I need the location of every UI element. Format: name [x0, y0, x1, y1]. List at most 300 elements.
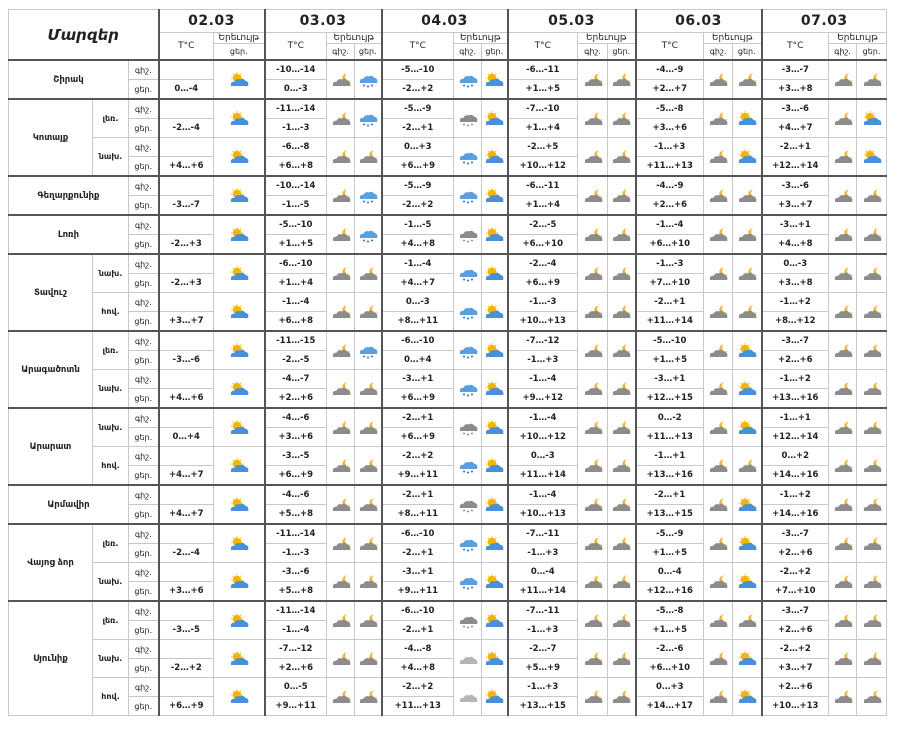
cloud-moon-icon: [327, 60, 355, 99]
temperature-range: [159, 99, 214, 119]
night-col-header: գիշ.: [327, 44, 355, 61]
temperature-range: +1…+4: [508, 119, 578, 138]
sun-cloud-icon: [214, 563, 265, 602]
temperature-range: [159, 254, 214, 274]
table-row: [9, 601, 887, 621]
temperature-range: [159, 370, 214, 389]
cloud-moon-icon: [829, 254, 857, 293]
table-row: [9, 215, 887, 235]
region-name: Տավուշ: [9, 254, 93, 331]
cloud-moon-icon: [608, 678, 636, 716]
cloud-moon-icon: [327, 601, 355, 640]
table-row: [9, 138, 887, 157]
temperature-range: -3…-7: [762, 331, 829, 351]
temperature-range: -3…-5: [159, 621, 214, 640]
sun-cloud-icon: [482, 254, 508, 293]
temperature-range: -3…-7: [762, 524, 829, 544]
temperature-range: +10…+12: [508, 428, 578, 447]
temperature-range: -1…-5: [382, 215, 454, 235]
temperature-range: [159, 331, 214, 351]
time-of-day: ցեր.: [129, 697, 159, 716]
cloud-moon-icon: [857, 215, 887, 254]
sun-cloud-icon: [482, 678, 508, 716]
temperature-range: +2…+6: [762, 351, 829, 370]
temperature-range: +6…+9: [382, 428, 454, 447]
cloud-moon-icon: [829, 408, 857, 447]
temperature-range: -2…-4: [508, 254, 578, 274]
temperature-range: 0…-3: [508, 447, 578, 466]
cloud-moon-icon: [829, 485, 857, 524]
time-of-day: ցեր.: [129, 351, 159, 370]
temperature-range: -7…-12: [265, 640, 327, 659]
time-of-day: ցեր.: [129, 389, 159, 409]
temperature-range: -2…+1: [382, 119, 454, 138]
rain-cloud-icon: [454, 485, 482, 524]
temperature-range: -2…+5: [508, 138, 578, 157]
temperature-range: -3…+1: [382, 370, 454, 389]
cloud-moon-icon: [355, 563, 382, 602]
sun-cloud-icon: [733, 563, 762, 602]
cloud-moon-icon: [578, 485, 608, 524]
temperature-range: -6…-11: [508, 60, 578, 80]
temperature-range: +1…+4: [265, 274, 327, 293]
temperature-range: -3…-5: [265, 447, 327, 466]
snow-cloud-icon: [454, 176, 482, 215]
temperature-range: 0…+4: [159, 428, 214, 447]
sun-cloud-icon: [214, 408, 265, 447]
cloud-moon-icon: [829, 293, 857, 332]
cloud-moon-icon: [608, 485, 636, 524]
temperature-range: +6…+8: [265, 157, 327, 177]
cloud-moon-icon: [355, 640, 382, 678]
temperature-range: -2…+1: [762, 138, 829, 157]
temperature-range: +12…+15: [636, 389, 704, 409]
temperature-range: +9…+11: [265, 697, 327, 716]
temperature-range: -7…-10: [508, 99, 578, 119]
temperature-range: +6…+9: [382, 389, 454, 409]
cloud-moon-icon: [704, 408, 733, 447]
night-col-header: գիշ.: [704, 44, 733, 61]
cloud-moon-icon: [829, 601, 857, 640]
cloud-moon-icon: [704, 524, 733, 563]
cloud-moon-icon: [608, 640, 636, 678]
time-of-day: ցեր.: [129, 466, 159, 486]
temperature-range: +4…+8: [382, 235, 454, 255]
temperature-range: +5…+9: [508, 659, 578, 678]
table-row: [9, 99, 887, 119]
sun-cloud-icon: [214, 60, 265, 99]
cloud-moon-icon: [608, 524, 636, 563]
snow-cloud-icon: [454, 60, 482, 99]
cloud-moon-icon: [733, 601, 762, 640]
cloud-moon-icon: [733, 293, 762, 332]
temperature-range: +12…+14: [762, 428, 829, 447]
table-row: [9, 370, 887, 389]
sun-cloud-icon: [482, 408, 508, 447]
temperature-range: +13…+15: [508, 697, 578, 716]
time-of-day: գիշ.: [129, 563, 159, 582]
temperature-range: 0…+2: [762, 447, 829, 466]
cloud-moon-icon: [704, 485, 733, 524]
temperature-range: +4…+7: [382, 274, 454, 293]
night-col-header: գիշ.: [578, 44, 608, 61]
time-of-day: գիշ.: [129, 293, 159, 312]
time-of-day: ցեր.: [129, 312, 159, 332]
temperature-range: 0…-3: [265, 80, 327, 100]
sun-cloud-icon: [214, 331, 265, 370]
cloud-moon-icon: [578, 370, 608, 409]
cloud-moon-icon: [733, 254, 762, 293]
temperature-range: -5…-8: [636, 601, 704, 621]
cloud-moon-icon: [578, 99, 608, 138]
temperature-range: -1…+3: [636, 138, 704, 157]
temperature-range: +1…+5: [265, 235, 327, 255]
phenomena-col-header: Երեւույթ: [214, 33, 265, 44]
cloud-moon-icon: [857, 176, 887, 215]
date-header: 05.03: [508, 10, 636, 33]
temperature-range: [159, 601, 214, 621]
snow-cloud-icon: [454, 293, 482, 332]
temperature-range: -1…-3: [508, 293, 578, 312]
temperature-range: -7…-12: [508, 331, 578, 351]
cloud-moon-icon: [608, 331, 636, 370]
sun-cloud-icon: [214, 99, 265, 138]
temperature-range: [159, 485, 214, 505]
cloud-moon-icon: [704, 60, 733, 99]
temperature-range: -1…-4: [508, 408, 578, 428]
temperature-range: +9…+12: [508, 389, 578, 409]
temperature-range: -2…-4: [159, 119, 214, 138]
sun-cloud-icon: [482, 485, 508, 524]
temperature-range: -2…-5: [508, 215, 578, 235]
cloud-moon-icon: [327, 563, 355, 602]
cloud-moon-icon: [355, 408, 382, 447]
table-row: [9, 485, 887, 505]
temperature-range: +14…+16: [762, 466, 829, 486]
cloud-moon-icon: [704, 176, 733, 215]
time-of-day: գիշ.: [129, 254, 159, 274]
temperature-range: [159, 524, 214, 544]
temperature-range: [159, 408, 214, 428]
temperature-range: -2…+2: [762, 563, 829, 582]
temperature-range: +1…+4: [508, 196, 578, 216]
snow-cloud-icon: [454, 563, 482, 602]
temperature-range: -5…-10: [636, 331, 704, 351]
sun-cloud-icon: [214, 447, 265, 486]
temperature-range: +10…+13: [762, 697, 829, 716]
cloud-moon-icon: [578, 138, 608, 177]
sun-cloud-icon: [733, 138, 762, 177]
day-col-header: ցեր.: [482, 44, 508, 61]
cloud-moon-icon: [857, 640, 887, 678]
cloud-moon-icon: [608, 254, 636, 293]
temperature-range: -6…-8: [265, 138, 327, 157]
temperature-range: -2…+1: [382, 485, 454, 505]
cloud-moon-icon: [608, 601, 636, 640]
temperature-range: +9…+11: [382, 466, 454, 486]
table-row: [9, 176, 887, 196]
temperature-range: -2…+2: [159, 659, 214, 678]
temperature-range: +13…+15: [636, 505, 704, 525]
sun-cloud-icon: [733, 485, 762, 524]
cloud-moon-icon: [857, 524, 887, 563]
snow-cloud-icon: [355, 60, 382, 99]
day-col-header: ցեր.: [733, 44, 762, 61]
time-of-day: ցեր.: [129, 235, 159, 255]
cloud-moon-icon: [857, 447, 887, 486]
sun-cloud-icon: [482, 331, 508, 370]
table-row: [9, 254, 887, 274]
sun-cloud-icon: [482, 215, 508, 254]
cloud-moon-icon: [355, 524, 382, 563]
temperature-range: 0…-4: [508, 563, 578, 582]
table-title: Մարզեր: [9, 10, 159, 61]
temperature-range: -2…+2: [762, 640, 829, 659]
region-name: Սյունիք: [9, 601, 93, 716]
cloud-moon-icon: [327, 524, 355, 563]
temperature-range: [159, 60, 214, 80]
sun-cloud-icon: [482, 563, 508, 602]
temperature-range: +3…+6: [636, 119, 704, 138]
cloud-moon-icon: [857, 678, 887, 716]
zone-name: նախ.: [93, 408, 129, 447]
cloud-moon-icon: [327, 99, 355, 138]
temperature-range: +6…+10: [636, 659, 704, 678]
temperature-range: -7…-11: [508, 601, 578, 621]
temperature-range: [159, 447, 214, 466]
cloud-icon: [454, 678, 482, 716]
cloud-moon-icon: [608, 99, 636, 138]
cloud-moon-icon: [704, 138, 733, 177]
temperature-range: -3…+1: [636, 370, 704, 389]
time-of-day: ցեր.: [129, 544, 159, 563]
temperature-range: +1…+5: [636, 351, 704, 370]
date-header: 04.03: [382, 10, 508, 33]
zone-name: նախ.: [93, 370, 129, 409]
temperature-range: [159, 293, 214, 312]
cloud-moon-icon: [608, 60, 636, 99]
cloud-moon-icon: [355, 485, 382, 524]
cloud-moon-icon: [578, 331, 608, 370]
temperature-range: -10…-14: [265, 60, 327, 80]
cloud-moon-icon: [829, 524, 857, 563]
sun-cloud-icon: [733, 640, 762, 678]
cloud-moon-icon: [327, 293, 355, 332]
temperature-range: -2…+1: [382, 408, 454, 428]
sun-cloud-icon: [482, 138, 508, 177]
snow-cloud-icon: [454, 370, 482, 409]
cloud-moon-icon: [608, 215, 636, 254]
temperature-range: -1…+2: [762, 293, 829, 312]
temperature-range: +13…+16: [762, 389, 829, 409]
zone-name: հով.: [93, 447, 129, 486]
sun-cloud-icon: [214, 176, 265, 215]
temperature-range: -2…+1: [382, 544, 454, 563]
temperature-range: +9…+11: [382, 582, 454, 602]
cloud-moon-icon: [578, 447, 608, 486]
temperature-range: -2…-7: [508, 640, 578, 659]
temperature-range: +6…+8: [265, 312, 327, 332]
table-row: [9, 331, 887, 351]
temperature-range: +7…+10: [636, 274, 704, 293]
region-name: Լոռի: [9, 215, 129, 254]
day-col-header: ցեր.: [355, 44, 382, 61]
temperature-range: +12…+16: [636, 582, 704, 602]
temperature-range: -2…+3: [159, 274, 214, 293]
cloud-moon-icon: [578, 60, 608, 99]
cloud-moon-icon: [704, 293, 733, 332]
temperature-range: +6…+9: [159, 697, 214, 716]
date-header: 06.03: [636, 10, 762, 33]
cloud-moon-icon: [578, 215, 608, 254]
table-row: [9, 524, 887, 544]
sun-cloud-icon: [214, 254, 265, 293]
temperature-range: -1…-5: [265, 196, 327, 216]
sun-cloud-icon: [214, 485, 265, 524]
temperature-range: +4…+7: [159, 505, 214, 525]
temperature-range: -5…-8: [636, 99, 704, 119]
phenomena-col-header: Երեւույթ: [578, 33, 636, 44]
sun-cloud-icon: [482, 370, 508, 409]
temperature-range: -11…-14: [265, 601, 327, 621]
time-of-day: գիշ.: [129, 138, 159, 157]
phenomena-col-header: Երեւույթ: [704, 33, 762, 44]
temperature-range: -6…-11: [508, 176, 578, 196]
cloud-moon-icon: [355, 601, 382, 640]
sun-cloud-icon: [214, 293, 265, 332]
temperature-range: +1…+5: [636, 544, 704, 563]
table-row: [9, 408, 887, 428]
time-of-day: գիշ.: [129, 447, 159, 466]
sun-cloud-icon: [733, 99, 762, 138]
temperature-range: 0…-5: [265, 678, 327, 697]
temperature-range: -4…-9: [636, 60, 704, 80]
temperature-range: -4…-6: [265, 485, 327, 505]
cloud-moon-icon: [857, 293, 887, 332]
sun-cloud-icon: [482, 60, 508, 99]
temperature-range: -11…-15: [265, 331, 327, 351]
temperature-range: +6…+9: [382, 157, 454, 177]
temperature-range: -10…-14: [265, 176, 327, 196]
sun-cloud-icon: [482, 640, 508, 678]
cloud-moon-icon: [327, 138, 355, 177]
time-of-day: գիշ.: [129, 524, 159, 544]
cloud-moon-icon: [578, 640, 608, 678]
time-of-day: գիշ.: [129, 176, 159, 196]
snow-cloud-icon: [454, 138, 482, 177]
cloud-moon-icon: [829, 563, 857, 602]
cloud-moon-icon: [857, 370, 887, 409]
temperature-range: -4…-8: [382, 640, 454, 659]
temperature-range: +2…+6: [762, 678, 829, 697]
temperature-range: +3…+7: [762, 659, 829, 678]
temperature-range: +14…+17: [636, 697, 704, 716]
temperature-range: -4…-7: [265, 370, 327, 389]
cloud-moon-icon: [355, 138, 382, 177]
temperature-range: -2…+2: [382, 80, 454, 100]
zone-name: նախ.: [93, 563, 129, 602]
temperature-range: +2…+7: [636, 80, 704, 100]
temperature-range: +11…+13: [636, 428, 704, 447]
temperature-range: +4…+8: [762, 235, 829, 255]
time-of-day: ցեր.: [129, 505, 159, 525]
cloud-moon-icon: [327, 370, 355, 409]
temperature-range: -5…-9: [382, 99, 454, 119]
cloud-moon-icon: [355, 370, 382, 409]
cloud-moon-icon: [733, 215, 762, 254]
cloud-moon-icon: [327, 640, 355, 678]
cloud-moon-icon: [704, 640, 733, 678]
temperature-range: +13…+16: [636, 466, 704, 486]
temperature-range: -1…-3: [636, 254, 704, 274]
table-row: [9, 60, 887, 80]
time-of-day: ցեր.: [129, 582, 159, 602]
temp-col-header: T°C: [508, 33, 578, 61]
cloud-moon-icon: [829, 331, 857, 370]
date-header: 03.03: [265, 10, 382, 33]
phenomena-col-header: Երեւույթ: [829, 33, 887, 44]
cloud-moon-icon: [578, 601, 608, 640]
temperature-range: -2…+2: [382, 678, 454, 697]
temperature-range: -2…+1: [636, 293, 704, 312]
sun-cloud-icon: [214, 640, 265, 678]
cloud-moon-icon: [327, 176, 355, 215]
temp-col-header: T°C: [636, 33, 704, 61]
temperature-range: -2…-6: [636, 640, 704, 659]
rain-cloud-icon: [454, 99, 482, 138]
temperature-range: +6…+9: [508, 274, 578, 293]
temperature-range: -1…+2: [762, 485, 829, 505]
cloud-moon-icon: [829, 99, 857, 138]
time-of-day: գիշ.: [129, 408, 159, 428]
cloud-moon-icon: [704, 563, 733, 602]
temperature-range: -3…-7: [159, 196, 214, 216]
temperature-range: +3…+6: [265, 428, 327, 447]
night-col-header: գիշ.: [454, 44, 482, 61]
cloud-moon-icon: [578, 293, 608, 332]
temperature-range: +4…+7: [762, 119, 829, 138]
sun-cloud-icon: [733, 331, 762, 370]
temperature-range: +5…+8: [265, 505, 327, 525]
temperature-range: -2…-4: [159, 544, 214, 563]
sun-cloud-icon: [214, 370, 265, 409]
temperature-range: -1…-3: [265, 119, 327, 138]
rain-cloud-icon: [454, 408, 482, 447]
time-of-day: ցեր.: [129, 659, 159, 678]
temperature-range: 0…-3: [762, 254, 829, 274]
temperature-range: +3…+6: [159, 582, 214, 602]
temperature-range: -6…-10: [265, 254, 327, 274]
temp-col-header: T°C: [762, 33, 829, 61]
sun-cloud-icon: [482, 524, 508, 563]
cloud-moon-icon: [829, 138, 857, 177]
time-of-day: ցեր.: [129, 621, 159, 640]
cloud-moon-icon: [857, 563, 887, 602]
snow-cloud-icon: [355, 99, 382, 138]
temperature-range: -3…-7: [762, 601, 829, 621]
cloud-moon-icon: [857, 485, 887, 524]
table-row: [9, 678, 887, 697]
sun-cloud-icon: [733, 524, 762, 563]
region-name: Վայոց ձոր: [9, 524, 93, 601]
snow-cloud-icon: [454, 331, 482, 370]
sun-cloud-icon: [857, 99, 887, 138]
cloud-moon-icon: [608, 563, 636, 602]
forecast-table: [8, 9, 887, 716]
temperature-range: +8…+11: [382, 505, 454, 525]
temperature-range: -2…+1: [636, 485, 704, 505]
cloud-moon-icon: [578, 254, 608, 293]
